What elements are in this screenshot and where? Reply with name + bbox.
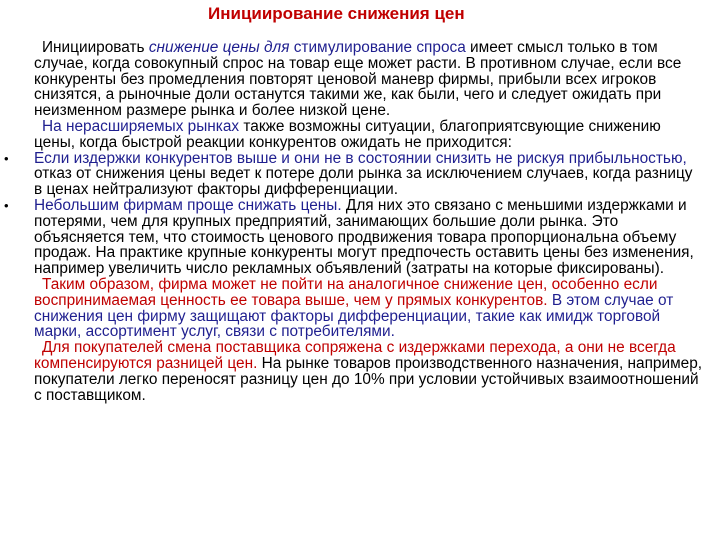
- bullet2-text-a: Небольшим фирмам проще снижать цены.: [34, 196, 342, 214]
- p4-text-b: На рынке товаров производственного назначения, например, покупатели легко переносят разницу цен до 10% при условии устойчивых взаимоотношений с поставщиком.: [34, 354, 703, 404]
- bullet-icon: •: [4, 197, 9, 213]
- bullet-icon: •: [4, 150, 9, 166]
- slide-title: Инициирование снижения цен: [208, 4, 465, 23]
- p1-text-b: снижение цены для: [148, 39, 294, 56]
- paragraph-buyers: [34, 340, 704, 403]
- p1-text-c: стимулирование спроса: [293, 39, 466, 56]
- paragraph-demand: [34, 40, 704, 119]
- p2-text-a: На нерасширяемых рынках: [42, 117, 240, 135]
- p1-text-a: Инициировать: [42, 39, 149, 56]
- p1-text-d: имеет смысл только в том случае, когда совокупный спрос на товар еще может расти. В противном случае, если все конкуренты без промедления повторят ценовой маневр фирмы, прибыли всех игроков снизятся, а рыночные доли останутся такими же, как были, чего и следует ожидать при неизменном размере рынка и более низкой цене.: [34, 39, 682, 120]
- p4-text-a: Для покупателей смена поставщика сопряжена с издержками перехода, а они не всегда компенсируются разницей цен.: [34, 339, 676, 372]
- bullet-item-small-firms: [4, 196, 704, 278]
- slide-body: [4, 39, 704, 404]
- bullet-item-costs: [4, 149, 704, 199]
- paragraph-conclusion: [34, 277, 704, 340]
- p3-text-a: Таким образом, фирма может не пойти на аналогичное снижение цен, особенно если воспринимаемая ценность ее товара выше, чем у прямых конкурентов.: [34, 275, 658, 309]
- p3-text-b: В этом случае от снижения цен фирму защищают факторы дифференциации, такие как имидж торговой марки, ассортимент услуг, связи с потребителями.: [34, 291, 674, 341]
- bullet1-text-b: отказ от снижения цены ведет к потере доли рынка за исключением случаев, когда разницу в ценах нейтрализуют факторы дифференциации.: [34, 165, 693, 199]
- bullet2-text-b: Для них это связано с меньшими издержками и потерями, чем для крупных предприятий, занимающих большие доли рынка. Это объясняется тем, что стоимость ценового продвижения товара пропорциональна объему продаж. На практике крупные конкуренты могут предпочесть оставить цены без изменения, например увеличить число рекламных объявлений (затраты на которые фиксированы).: [34, 196, 694, 278]
- p2-text-b: также возможны ситуации, благоприятсвующие снижению цены, когда быстрой реакции конкурентов ожидать не приходится:: [34, 117, 661, 151]
- paragraph-non-expanding-markets: [34, 119, 704, 151]
- bullet1-text-a: Если издержки конкурентов выше и они не в состоянии снизить не рискуя прибыльностью,: [34, 149, 687, 167]
